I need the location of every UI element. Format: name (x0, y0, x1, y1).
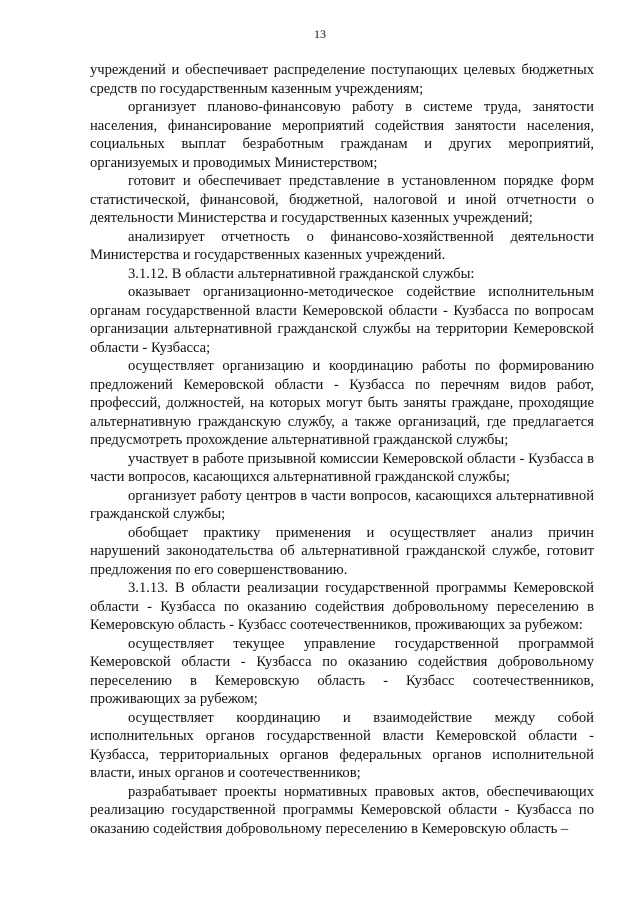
page-number: 13 (314, 27, 326, 41)
paragraph: осуществляет текущее управление государственной программой Кемеровской области - Кузбасса по оказанию содействия добровольному переселению в Кемеровскую область - Кузбасс соотечественников, проживающих за рубежом; (90, 635, 594, 707)
paragraph: оказывает организационно-методическое содействие исполнительным органам государственной власти Кемеровской области - Кузбасса по вопросам организации альтернативной гражданской службы на территории Кемеровской области - Кузбасса; (90, 284, 594, 356)
paragraph: разрабатывает проекты нормативных правовых актов, обеспечивающих реализацию государственной программы Кемеровской области - Кузбасса по оказанию содействия добровольному переселению в Кемеровскую область – (90, 783, 594, 837)
paragraph: осуществляет координацию и взаимодействие между собой исполнительных органов государственной власти Кемеровской области - Кузбасса, территориальных органов федеральных органов исполнительной власти, иных органов и соотечественников; (90, 709, 594, 781)
paragraph: учреждений и обеспечивает распределение поступающих целевых бюджетных средств по государственным казенным учреждениям; (90, 62, 594, 97)
paragraph: готовит и обеспечивает представление в установленном порядке форм статистической, финансовой, бюджетной, налоговой и иной отчетности о деятельности Министерства и государственных казенных учреждений; (90, 173, 594, 226)
paragraph: анализирует отчетность о финансово-хозяйственной деятельности Министерства и государственных казенных учреждений. (90, 228, 594, 263)
section-heading: 3.1.13. В области реализации государственной программы Кемеровской области - Кузбасса по оказанию содействия добровольному переселению в Кемеровскую область - Кузбасс соотечественников, проживающих за рубежом: (90, 580, 594, 633)
paragraph: организует планово-финансовую работу в системе труда, занятости населения, финансирование мероприятий содействия занятости населения, социальных выплат безработным гражданам и других мероприятий, организуемых и проводимых Министерством; (90, 99, 594, 171)
paragraph: осуществляет организацию и координацию работы по формированию предложений Кемеровской области - Кузбасса по перечням видов работ, профессий, должностей, на которых могут быть заняты граждане, проходящие альтернативную гражданскую службу, а также организаций, где предлагается предусмотреть прохождение альтернативной гражданской службы; (90, 358, 594, 448)
paragraph: участвует в работе призывной комиссии Кемеровской области - Кузбасса в части вопросов, касающихся альтернативной гражданской службы; (90, 450, 594, 485)
section-heading: 3.1.12. В области альтернативной гражданской службы: (128, 265, 475, 282)
paragraph: организует работу центров в части вопросов, касающихся альтернативной гражданской службы; (90, 487, 594, 522)
document-body (90, 61, 594, 838)
paragraph: обобщает практику применения и осуществляет анализ причин нарушений законодательства об альтернативной гражданской службе, готовит предложения по его совершенствованию. (90, 524, 594, 578)
